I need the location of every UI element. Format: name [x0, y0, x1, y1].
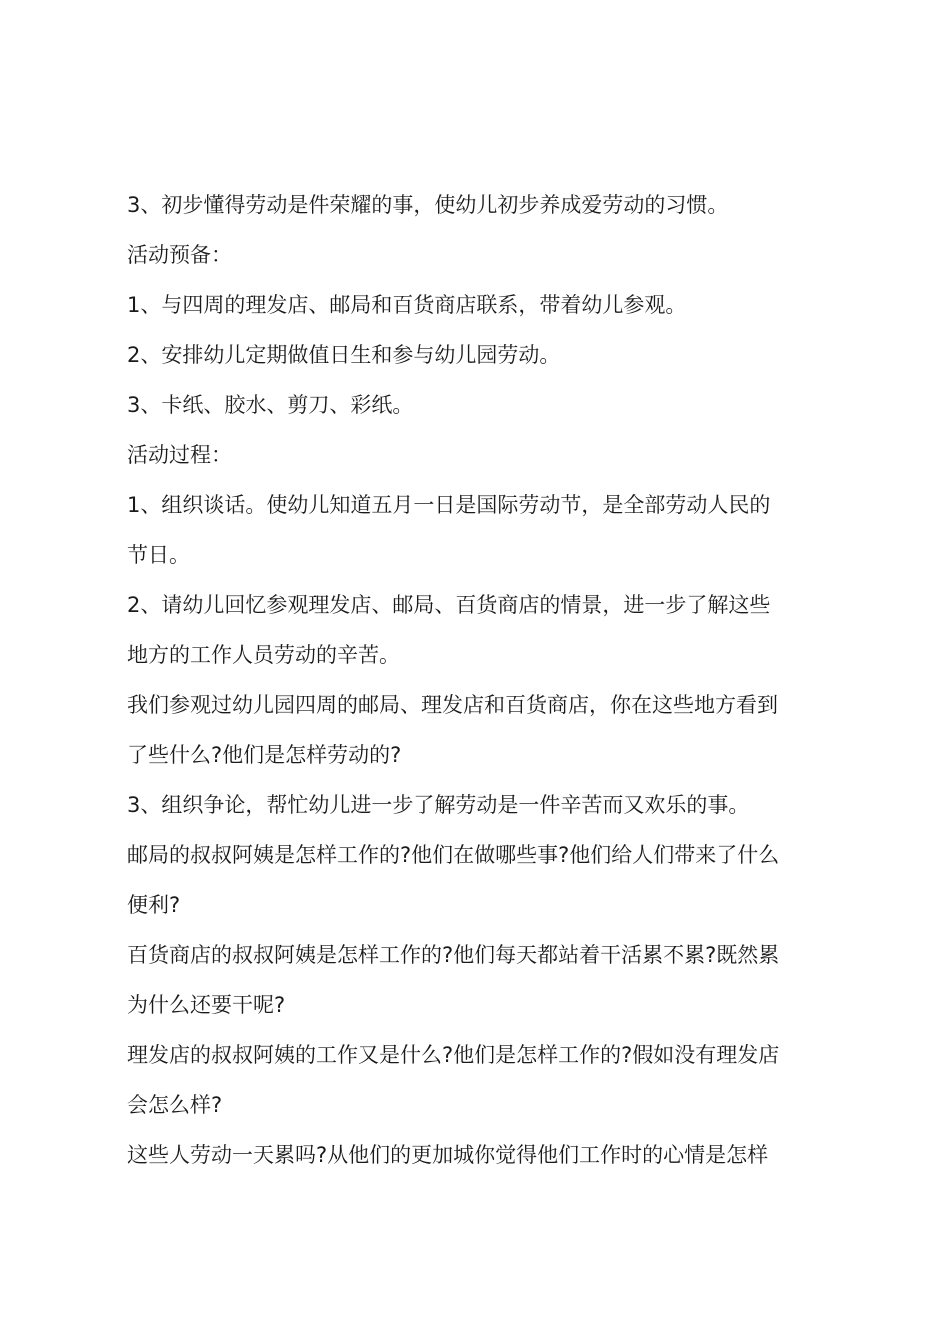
- text-line: 理发店的叔叔阿姨的工作又是什么?他们是怎样工作的?假如没有理发店: [127, 1043, 780, 1067]
- document-body: [127, 180, 847, 1180]
- text-line: 3、卡纸、胶水、剪刀、彩纸。: [127, 393, 414, 417]
- section-heading-process: 活动过程：: [127, 443, 232, 467]
- text-line: 便利?: [127, 893, 181, 917]
- text-line: 了些什么?他们是怎样劳动的?: [127, 743, 402, 767]
- text-line: 我们参观过幼儿园四周的邮局、理发店和百货商店，你在这些地方看到: [127, 693, 778, 717]
- text-line: 3、初步懂得劳动是件荣耀的事，使幼儿初步养成爱劳动的习惯。: [127, 193, 729, 217]
- text-line: 这些人劳动一天累吗?从他们的更加城你觉得他们工作时的心情是怎样: [127, 1143, 769, 1167]
- section-heading-preparation: 活动预备：: [127, 243, 232, 267]
- text-line: 地方的工作人员劳动的辛苦。: [127, 643, 400, 667]
- text-line: 2、安排幼儿定期做值日生和参与幼儿园劳动。: [127, 343, 561, 367]
- text-line: 百货商店的叔叔阿姨是怎样工作的?他们每天都站着干活累不累?既然累: [127, 943, 780, 967]
- text-line: 2、请幼儿回忆参观理发店、邮局、百货商店的情景，进一步了解这些: [127, 593, 771, 617]
- text-line: 为什么还要干呢?: [127, 993, 286, 1017]
- text-line: 1、与四周的理发店、邮局和百货商店联系，带着幼儿参观。: [127, 293, 687, 317]
- text-line: 节日。: [127, 543, 190, 567]
- text-line: 1、组织谈话。使幼儿知道五月一日是国际劳动节，是全部劳动人民的: [127, 493, 771, 517]
- text-line: 邮局的叔叔阿姨是怎样工作的?他们在做哪些事?他们给人们带来了什么: [127, 843, 780, 867]
- text-line: 会怎么样?: [127, 1093, 223, 1117]
- text-line: 3、组织争论，帮忙幼儿进一步了解劳动是一件辛苦而又欢乐的事。: [127, 793, 750, 817]
